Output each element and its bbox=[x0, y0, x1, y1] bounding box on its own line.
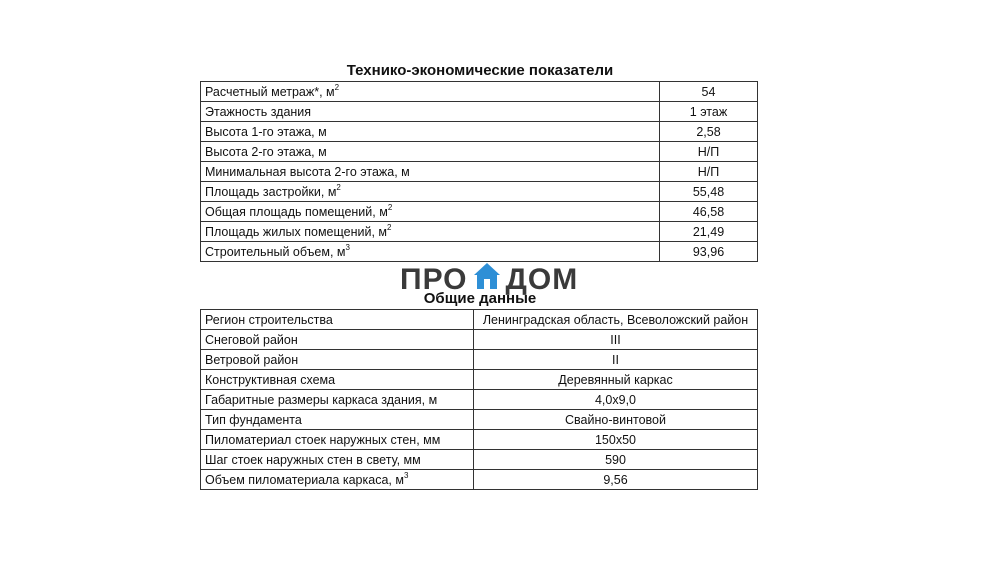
row-value: 9,56 bbox=[474, 470, 758, 490]
row-label-cell bbox=[201, 370, 474, 390]
unit-exponent: 2 bbox=[387, 202, 393, 212]
row-label-cell bbox=[201, 430, 474, 450]
row-label-cell bbox=[201, 122, 660, 142]
row-label: Этажность здания bbox=[205, 104, 312, 119]
table-row bbox=[201, 370, 758, 390]
row-value: 21,49 bbox=[660, 222, 758, 242]
table-row bbox=[201, 450, 758, 470]
row-label-cell bbox=[201, 390, 474, 410]
technical-indicators-table bbox=[200, 81, 758, 262]
table-row bbox=[201, 122, 758, 142]
row-label: Конструктивная схема bbox=[205, 372, 336, 387]
row-value: 2,58 bbox=[660, 122, 758, 142]
general-data-title: Общие данные bbox=[423, 290, 537, 307]
row-label-cell bbox=[201, 350, 474, 370]
table-row bbox=[201, 310, 758, 330]
row-label: Габаритные размеры каркаса здания, м bbox=[205, 392, 438, 407]
unit-exponent: 2 bbox=[334, 82, 340, 92]
general-data-table bbox=[200, 309, 758, 490]
row-value: 150х50 bbox=[474, 430, 758, 450]
table-row bbox=[201, 242, 758, 262]
row-value: 590 bbox=[474, 450, 758, 470]
table-row bbox=[201, 410, 758, 430]
row-label-cell bbox=[201, 330, 474, 350]
unit-exponent: 2 bbox=[336, 182, 341, 192]
row-value: Деревянный каркас bbox=[474, 370, 758, 390]
row-value: 46,58 bbox=[660, 202, 758, 222]
logo-text-right: ДОМ bbox=[505, 263, 579, 296]
row-value: Ленинградская область, Всеволожский район bbox=[474, 310, 758, 330]
row-label-cell bbox=[201, 102, 660, 122]
technical-indicators-title: Технико-экономические показатели bbox=[346, 62, 614, 79]
row-label-cell bbox=[201, 410, 474, 430]
row-label-cell bbox=[201, 470, 474, 490]
table-row bbox=[201, 142, 758, 162]
row-value: II bbox=[474, 350, 758, 370]
table-row bbox=[201, 350, 758, 370]
row-value: 55,48 bbox=[660, 182, 758, 202]
row-value: 4,0х9,0 bbox=[474, 390, 758, 410]
row-label-cell bbox=[201, 202, 660, 222]
table-row bbox=[201, 162, 758, 182]
row-value: 93,96 bbox=[660, 242, 758, 262]
row-value: Н/П bbox=[660, 142, 758, 162]
row-label-cell bbox=[201, 142, 660, 162]
unit-exponent: 2 bbox=[387, 222, 392, 232]
table-row bbox=[201, 390, 758, 410]
row-label-cell bbox=[201, 222, 660, 242]
row-label: Минимальная высота 2-го этажа, м bbox=[205, 164, 410, 179]
table-row bbox=[201, 470, 758, 490]
row-label: Ветровой район bbox=[205, 352, 299, 367]
row-label-cell bbox=[201, 242, 660, 262]
row-label: Снеговой район bbox=[205, 332, 298, 347]
row-value: Н/П bbox=[660, 162, 758, 182]
table-row bbox=[201, 82, 758, 102]
row-label: Строительный объем, м bbox=[205, 244, 346, 259]
table-row bbox=[201, 202, 758, 222]
row-label: Площадь застройки, м bbox=[205, 184, 337, 199]
row-label: Регион строительства bbox=[205, 312, 333, 327]
row-label: Пиломатериал стоек наружных стен, мм bbox=[205, 432, 441, 447]
table-row bbox=[201, 222, 758, 242]
row-label: Шаг стоек наружных стен в свету, мм bbox=[205, 452, 421, 467]
row-label: Высота 1-го этажа, м bbox=[205, 124, 327, 139]
row-label-cell bbox=[201, 310, 474, 330]
row-label: Расчетный метраж*, м bbox=[205, 84, 335, 99]
logo-text-left: ПРО bbox=[400, 263, 468, 296]
row-label-cell bbox=[201, 182, 660, 202]
row-value: 1 этаж bbox=[660, 102, 758, 122]
table-row bbox=[201, 330, 758, 350]
row-label: Общая площадь помещений, м bbox=[205, 204, 388, 219]
row-value: Свайно-винтовой bbox=[474, 410, 758, 430]
row-value: III bbox=[474, 330, 758, 350]
unit-exponent: 3 bbox=[345, 242, 350, 252]
row-label: Объем пиломатериала каркаса, м bbox=[205, 472, 404, 487]
row-value: 54 bbox=[660, 82, 758, 102]
row-label: Площадь жилых помещений, м bbox=[205, 224, 388, 239]
row-label-cell bbox=[201, 450, 474, 470]
row-label-cell bbox=[201, 162, 660, 182]
row-label: Тип фундамента bbox=[205, 412, 302, 427]
table-row bbox=[201, 430, 758, 450]
row-label-cell bbox=[201, 82, 660, 102]
unit-exponent: 3 bbox=[403, 470, 409, 480]
row-label: Высота 2-го этажа, м bbox=[205, 144, 327, 159]
table-row bbox=[201, 102, 758, 122]
table-row bbox=[201, 182, 758, 202]
